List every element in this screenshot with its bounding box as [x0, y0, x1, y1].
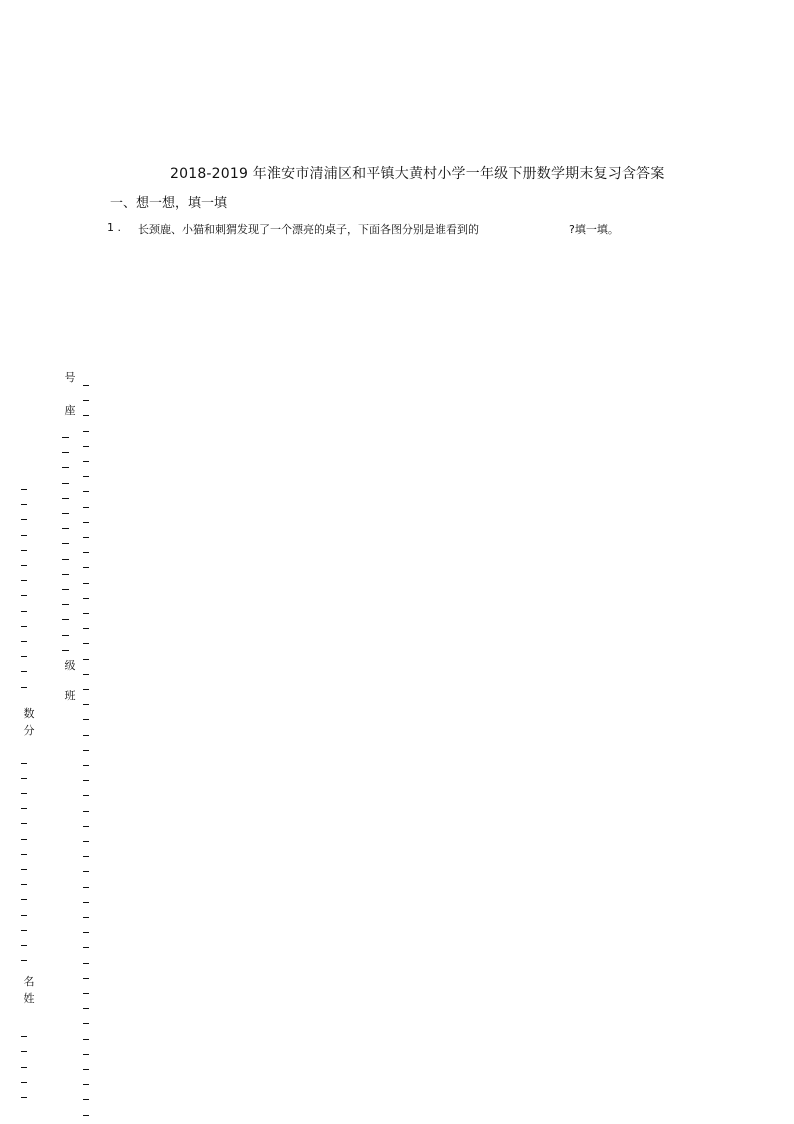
seal-dash: [62, 650, 69, 651]
seal-dash: [62, 574, 69, 575]
seal-dash: [21, 519, 27, 520]
seal-dash: [21, 626, 27, 627]
seal-dash: [83, 522, 89, 523]
seal-dash: [83, 947, 89, 948]
seal-dash: [83, 415, 89, 416]
seal-dash: [83, 871, 89, 872]
seal-dash: [83, 507, 89, 508]
seal-dash: [21, 1067, 27, 1068]
seal-dash: [21, 535, 27, 536]
seal-dash: [83, 1039, 89, 1040]
seal-dash: [83, 993, 89, 994]
seal-dash: [62, 619, 69, 620]
seal-dash: [83, 446, 89, 447]
seal-dash: [83, 659, 89, 660]
seal-dash: [83, 689, 89, 690]
seal-dash: [21, 550, 27, 551]
seal-dash: [83, 1099, 89, 1100]
seal-dash: [83, 765, 89, 766]
seal-dash: [62, 513, 69, 514]
seal-dash: [83, 674, 89, 675]
seal-dash: [83, 856, 89, 857]
seal-dash: [83, 811, 89, 812]
seal-dash: [83, 613, 89, 614]
seat-number-char-2: 座: [64, 404, 76, 417]
name-label-char-2: 姓: [23, 992, 35, 1005]
seal-dash: [62, 483, 69, 484]
seal-dash: [21, 671, 27, 672]
name-label-char-1: 名: [23, 975, 35, 988]
seal-dash: [83, 628, 89, 629]
seal-dash: [21, 611, 27, 612]
seal-dash: [62, 467, 69, 468]
seal-dash: [83, 841, 89, 842]
seal-dash: [21, 1082, 27, 1083]
question-tail: ?填一填。: [569, 223, 619, 236]
seal-dash: [83, 780, 89, 781]
seal-dash: [62, 498, 69, 499]
question-text: 长颈鹿、小猫和刺猬发现了一个漂亮的桌子，下面各图分别是谁看到的: [138, 223, 479, 236]
seal-dash: [21, 854, 27, 855]
seal-dash: [21, 808, 27, 809]
seal-dash: [83, 917, 89, 918]
seal-dash: [21, 1051, 27, 1052]
seal-dash: [83, 567, 89, 568]
seal-dash: [21, 945, 27, 946]
seal-dash: [83, 795, 89, 796]
seal-dash: [83, 1023, 89, 1024]
seal-dash: [83, 643, 89, 644]
seal-dash: [83, 583, 89, 584]
seal-dash: [21, 839, 27, 840]
seal-dash: [83, 719, 89, 720]
seal-dash: [83, 552, 89, 553]
seat-number-char-1: 号: [64, 371, 76, 384]
seal-dash: [62, 543, 69, 544]
score-label-char-1: 数: [23, 707, 35, 720]
seal-dash: [83, 963, 89, 964]
seal-dash: [21, 641, 27, 642]
seal-dash: [21, 869, 27, 870]
seal-dash: [21, 489, 27, 490]
seal-dash: [21, 687, 27, 688]
seal-dash: [21, 1097, 27, 1098]
seal-dash: [83, 735, 89, 736]
seal-dash: [83, 750, 89, 751]
seal-dash: [21, 565, 27, 566]
seal-dash: [83, 1069, 89, 1070]
seal-dash: [21, 915, 27, 916]
seal-dash: [21, 1036, 27, 1037]
seal-dash: [21, 504, 27, 505]
seal-dash: [83, 476, 89, 477]
seal-dash: [21, 763, 27, 764]
seal-dash: [83, 431, 89, 432]
seal-dash: [83, 932, 89, 933]
seal-dash: [21, 960, 27, 961]
seal-dash: [83, 491, 89, 492]
class-label-char-1: 级: [64, 659, 76, 672]
seal-dash: [62, 604, 69, 605]
seal-dash: [83, 598, 89, 599]
seal-dash: [83, 400, 89, 401]
seal-dash: [21, 580, 27, 581]
seal-dash: [83, 704, 89, 705]
score-label-char-2: 分: [23, 724, 35, 737]
seal-dash: [83, 902, 89, 903]
seal-dash: [83, 461, 89, 462]
seal-dash: [21, 793, 27, 794]
seal-dash: [83, 1115, 89, 1116]
seal-dash: [83, 537, 89, 538]
seal-dash: [21, 778, 27, 779]
seal-dash: [21, 884, 27, 885]
section-heading: 一、想一想，填一填: [110, 196, 228, 211]
seal-dash: [62, 452, 69, 453]
class-label-char-2: 班: [64, 689, 76, 702]
seal-dash: [62, 528, 69, 529]
seal-dash: [83, 1008, 89, 1009]
seal-dash: [83, 978, 89, 979]
seal-dash: [83, 887, 89, 888]
seal-dash: [21, 899, 27, 900]
seal-dash: [21, 930, 27, 931]
document-title: 2018-2019 年淮安市清浦区和平镇大黄村小学一年级下册数学期末复习含答案: [170, 166, 665, 182]
seal-dash: [62, 589, 69, 590]
seal-dash: [83, 385, 89, 386]
seal-dash: [83, 1084, 89, 1085]
seal-dash: [21, 656, 27, 657]
seal-dash: [83, 826, 89, 827]
seal-dash: [62, 559, 69, 560]
seal-dash: [83, 1054, 89, 1055]
seal-dash: [62, 635, 69, 636]
question-number: 1 .: [107, 221, 121, 234]
seal-dash: [21, 595, 27, 596]
seal-dash: [21, 823, 27, 824]
seal-dash: [62, 437, 69, 438]
